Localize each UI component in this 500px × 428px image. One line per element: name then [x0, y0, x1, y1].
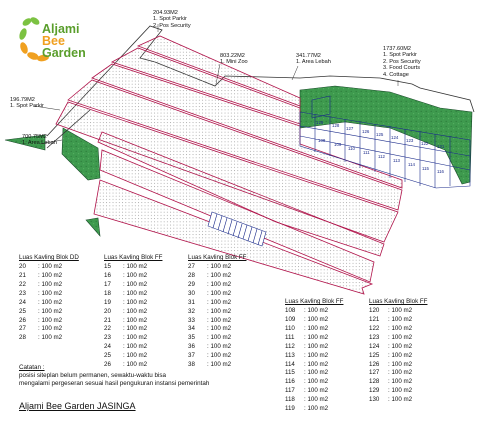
table-row: [285, 343, 343, 352]
table-row: [19, 281, 79, 290]
table-row: [285, 334, 343, 343]
table-row: [188, 334, 246, 343]
svg-text:126: 126: [362, 129, 370, 134]
kavling-number: 111: [285, 333, 295, 341]
kavling-size: : 100 m2: [123, 334, 148, 342]
table-row: [104, 334, 162, 343]
kavling-number: 28: [188, 272, 195, 280]
svg-text:124: 124: [391, 135, 399, 140]
notes-title: Catatan :: [19, 364, 45, 371]
svg-text:116: 116: [437, 169, 444, 174]
notes-line: posisi siteplan belum permanen, sewaktu-waktu bisa: [19, 372, 167, 380]
kavling-size: : 100 m2: [207, 298, 232, 306]
notes-line: mengalami pergeseran sesuai hasil pengukuran instansi pemerintah: [19, 380, 210, 388]
kavling-size: : 100 m2: [207, 343, 232, 351]
callout-parking-west: [10, 97, 44, 110]
kavling-number: 15: [104, 263, 111, 271]
kavling-size: : 100 m2: [123, 360, 148, 368]
logo-text: [42, 23, 86, 60]
table-row: [19, 308, 79, 317]
table-row: [104, 343, 162, 352]
table-row: [188, 343, 246, 352]
table-row: [188, 325, 246, 334]
table-row: [369, 378, 427, 387]
kavling-size: : 100 m2: [123, 281, 148, 289]
kavling-size: : 100 m2: [304, 325, 329, 333]
kavling-size: : 100 m2: [388, 387, 413, 395]
kavling-size: : 100 m2: [207, 289, 232, 297]
kavling-size: : 100 m2: [388, 342, 413, 350]
table-row: [19, 299, 79, 308]
kavling-size: : 100 m2: [388, 351, 413, 359]
svg-text:121: 121: [437, 144, 445, 149]
callout-area: 196.79M2: [10, 97, 35, 103]
kavling-number: 21: [19, 272, 26, 280]
kavling-number: 20: [104, 307, 111, 315]
kavling-size: : 100 m2: [38, 272, 63, 280]
table-row: [369, 352, 427, 361]
callout-line: 1. Area Lebah: [296, 59, 331, 66]
kavling-number: 129: [369, 387, 380, 395]
kavling-number: 17: [104, 281, 111, 289]
kavling-number: 109: [285, 316, 296, 324]
kavling-number: 36: [188, 343, 195, 351]
table-row: [188, 308, 246, 317]
kavling-number: 120: [369, 307, 380, 315]
table-row: [104, 352, 162, 361]
callout-line: 1. Mini Zoo: [220, 59, 248, 66]
kavling-number: 27: [19, 325, 26, 333]
table-row: [104, 325, 162, 334]
table-row: [104, 263, 162, 272]
kavling-number: 28: [19, 334, 26, 342]
kavling-number: 29: [188, 281, 195, 289]
kavling-number: 23: [19, 289, 26, 297]
kavling-number: 112: [285, 342, 295, 350]
kavling-number: 24: [19, 298, 26, 306]
kavling-size: : 100 m2: [304, 333, 329, 341]
kavling-size: : 100 m2: [123, 316, 148, 324]
callout-area: 204.93M2: [153, 10, 178, 16]
table-row: [285, 361, 343, 370]
table-title: Luas Kavling Blok FF: [369, 298, 428, 305]
table-row: [188, 263, 246, 272]
kavling-number: 119: [285, 404, 295, 412]
kavling-size: : 100 m2: [304, 387, 329, 395]
kavling-number: 27: [188, 263, 195, 271]
table-row: [104, 317, 162, 326]
kavling-size: : 100 m2: [304, 378, 329, 386]
kavling-size: : 100 m2: [123, 343, 148, 351]
kavling-size: : 100 m2: [123, 272, 148, 280]
kavling-size: : 100 m2: [388, 325, 413, 333]
table-title: Luas Kavling Blok FF: [285, 298, 344, 305]
table-blok-ff-1: [104, 254, 162, 370]
callout-east-facilities: [383, 46, 421, 78]
kavling-number: 113: [285, 351, 295, 359]
table-title: Luas Kavling Blok FF: [104, 254, 163, 261]
kavling-number: 25: [19, 307, 26, 315]
table-row: [19, 317, 79, 326]
kavling-size: : 100 m2: [207, 281, 232, 289]
kavling-size: : 100 m2: [207, 360, 232, 368]
svg-text:115: 115: [422, 166, 429, 171]
kavling-size: : 100 m2: [123, 351, 148, 359]
kavling-number: 20: [19, 263, 26, 271]
svg-text:128: 128: [332, 123, 340, 128]
kavling-number: 21: [104, 316, 111, 324]
table-row: [369, 369, 427, 378]
kavling-number: 35: [188, 334, 195, 342]
table-row: [188, 299, 246, 308]
callout-area: 1737.60M2: [383, 46, 411, 52]
svg-text:109: 109: [334, 142, 342, 147]
kavling-number: 110: [285, 325, 295, 333]
callout-parking-north: [153, 10, 191, 29]
table-row: [104, 308, 162, 317]
table-row: [369, 361, 427, 370]
svg-text:113: 113: [393, 158, 400, 163]
callout-line: 1. Spot Parkir: [10, 103, 44, 110]
kavling-number: 125: [369, 351, 380, 359]
table-row: [285, 325, 343, 334]
kavling-number: 127: [369, 369, 380, 377]
kavling-number: 115: [285, 369, 295, 377]
kavling-size: : 100 m2: [123, 307, 148, 315]
svg-text:125: 125: [376, 132, 384, 137]
table-title: Luas Kavling Blok FF: [188, 254, 247, 261]
kavling-size: : 100 m2: [207, 307, 232, 315]
kavling-number: 31: [188, 298, 195, 306]
kavling-size: : 100 m2: [388, 395, 413, 403]
svg-text:114: 114: [408, 162, 415, 167]
callout-line: 2. Pos Security: [153, 22, 191, 29]
table-row: [19, 272, 79, 281]
table-row: [369, 387, 427, 396]
kavling-number: 121: [369, 316, 380, 324]
callout-line: 3. Food Courts: [383, 65, 420, 72]
svg-text:122: 122: [421, 141, 429, 146]
kavling-number: 37: [188, 351, 195, 359]
table-row: [369, 343, 427, 352]
kavling-size: : 100 m2: [304, 307, 329, 315]
kavling-size: : 100 m2: [304, 316, 329, 324]
table-row: [188, 352, 246, 361]
table-title: Luas Kavling Blok DD: [19, 254, 79, 261]
table-row: [285, 352, 343, 361]
table-blok-dd: [19, 254, 79, 343]
table-row: [369, 316, 427, 325]
kavling-size: : 100 m2: [388, 378, 413, 386]
table-row: [19, 290, 79, 299]
kavling-number: 123: [369, 333, 380, 341]
svg-text:108: 108: [318, 138, 326, 143]
callout-area: 803.22M2: [220, 53, 245, 59]
table-blok-ff-3: [285, 298, 343, 414]
kavling-size: : 100 m2: [38, 289, 63, 297]
callout-mini-zoo: [220, 53, 248, 66]
kavling-number: 118: [285, 395, 295, 403]
table-row: [19, 325, 79, 334]
kavling-size: : 100 m2: [38, 316, 63, 324]
table-row: [104, 299, 162, 308]
table-row: [285, 405, 343, 414]
kavling-size: : 100 m2: [304, 404, 329, 412]
table-row: [285, 396, 343, 405]
kavling-number: 22: [104, 325, 111, 333]
kavling-number: 26: [104, 360, 111, 368]
kavling-number: 16: [104, 272, 111, 280]
kavling-size: : 100 m2: [207, 263, 232, 271]
kavling-size: : 100 m2: [38, 307, 63, 315]
kavling-size: : 100 m2: [38, 298, 63, 306]
table-row: [104, 281, 162, 290]
kavling-size: : 100 m2: [38, 281, 63, 289]
kavling-number: 108: [285, 307, 296, 315]
callout-area: 700.75M2: [22, 134, 47, 140]
table-row: [104, 290, 162, 299]
kavling-size: : 100 m2: [304, 351, 329, 359]
notes: [19, 364, 209, 389]
kavling-size: : 100 m2: [388, 333, 413, 341]
kavling-size: : 100 m2: [388, 316, 413, 324]
footer-title: Aljami Bee Garden JASINGA: [19, 401, 136, 411]
table-row: [285, 369, 343, 378]
logo-line-2: Bee: [42, 34, 65, 49]
kavling-number: 122: [369, 325, 380, 333]
table-row: [369, 396, 427, 405]
kavling-size: : 100 m2: [388, 360, 413, 368]
kavling-number: 25: [104, 351, 111, 359]
kavling-number: 130: [369, 395, 380, 403]
kavling-number: 126: [369, 360, 380, 368]
kavling-size: : 100 m2: [388, 307, 413, 315]
table-row: [285, 307, 343, 316]
table-row: [285, 378, 343, 387]
callout-line: 1. Spot Parkir: [153, 16, 187, 23]
svg-text:129: 129: [316, 120, 324, 125]
kavling-size: : 100 m2: [304, 395, 329, 403]
table-row: [369, 334, 427, 343]
kavling-number: 19: [104, 298, 111, 306]
kavling-number: 128: [369, 378, 380, 386]
kavling-number: 124: [369, 342, 380, 350]
svg-text:111: 111: [363, 150, 370, 155]
callout-line: 4. Cottage: [383, 71, 409, 78]
table-row: [19, 334, 79, 343]
kavling-number: 38: [188, 360, 195, 368]
table-row: [369, 307, 427, 316]
kavling-size: : 100 m2: [207, 325, 232, 333]
table-row: [369, 325, 427, 334]
table-row: [19, 263, 79, 272]
kavling-number: 23: [104, 334, 111, 342]
kavling-number: 114: [285, 360, 295, 368]
table-blok-ff-4: [369, 298, 427, 405]
kavling-size: : 100 m2: [207, 272, 232, 280]
kavling-number: 32: [188, 307, 195, 315]
svg-text:112: 112: [378, 154, 385, 159]
table-row: [285, 316, 343, 325]
table-row: [104, 272, 162, 281]
callout-bee-area-north: [296, 53, 331, 66]
kavling-number: 117: [285, 387, 295, 395]
kavling-size: : 100 m2: [304, 360, 329, 368]
kavling-size: : 100 m2: [207, 351, 232, 359]
callout-line: 2. Pos Security: [383, 58, 421, 65]
kavling-size: : 100 m2: [207, 316, 232, 324]
kavling-size: : 100 m2: [207, 334, 232, 342]
logo-line-3: Garden: [42, 46, 86, 61]
table-row: [188, 281, 246, 290]
callout-line: 1. Spot Parkir: [383, 52, 417, 59]
table-row: [285, 387, 343, 396]
kavling-number: 116: [285, 378, 295, 386]
logo-line-1: Aljami: [42, 22, 80, 36]
kavling-number: 26: [19, 316, 26, 324]
kavling-size: : 100 m2: [304, 369, 329, 377]
callout-bee-area-west: [22, 134, 57, 147]
kavling-size: : 100 m2: [38, 325, 63, 333]
table-blok-ff-2: [188, 254, 246, 370]
kavling-number: 34: [188, 325, 195, 333]
kavling-size: : 100 m2: [123, 263, 148, 271]
table-row: [188, 272, 246, 281]
kavling-size: : 100 m2: [38, 334, 63, 342]
svg-text:127: 127: [346, 126, 354, 131]
table-row: [188, 317, 246, 326]
kavling-size: : 100 m2: [388, 369, 413, 377]
kavling-size: : 100 m2: [123, 325, 148, 333]
kavling-size: : 100 m2: [123, 289, 148, 297]
callout-area: 341.77M2: [296, 53, 321, 59]
kavling-number: 30: [188, 289, 195, 297]
kavling-number: 33: [188, 316, 195, 324]
kavling-size: : 100 m2: [304, 342, 329, 350]
kavling-size: : 100 m2: [123, 298, 148, 306]
svg-text:110: 110: [348, 146, 355, 151]
kavling-number: 22: [19, 281, 26, 289]
kavling-number: 24: [104, 343, 111, 351]
svg-text:123: 123: [406, 138, 414, 143]
kavling-number: 18: [104, 289, 111, 297]
table-row: [188, 290, 246, 299]
callout-line: 1. Area Lebah: [22, 140, 57, 147]
kavling-size: : 100 m2: [38, 263, 63, 271]
